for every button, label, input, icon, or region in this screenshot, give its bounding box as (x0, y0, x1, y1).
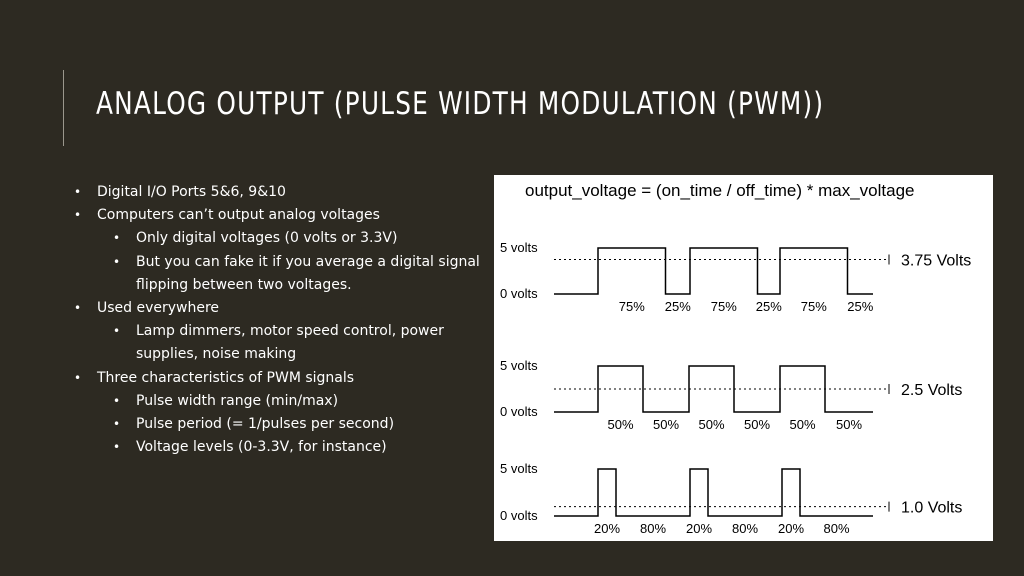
low-level-label: 0 volts (500, 508, 538, 523)
duty-percent-label: 25% (664, 299, 691, 314)
sub-bullet-item (74, 413, 484, 436)
duty-percent-label: 50% (652, 417, 680, 432)
average-voltage-label: 1.0 Volts (901, 499, 963, 517)
bullet-item (74, 204, 484, 227)
waveform-2 (500, 358, 962, 432)
sub-bullet-item (74, 251, 484, 297)
bullet-dot: • (113, 393, 121, 408)
duty-percent-label: 25% (755, 299, 782, 314)
high-level-label: 5 volts (500, 358, 538, 373)
sub-bullet-item (74, 227, 484, 250)
duty-percent-label: 50% (743, 417, 771, 432)
average-voltage-label: 2.5 Volts (901, 382, 963, 399)
high-level-label: 5 volts (500, 240, 538, 255)
pwm-signal-line (554, 248, 873, 294)
bullet-item (74, 297, 484, 320)
duty-percent-label: 25% (847, 299, 874, 314)
bullet-dot: • (113, 417, 121, 432)
sub-bullet-item (74, 320, 484, 366)
bullet-dot: • (74, 208, 82, 223)
duty-percent-label: 20% (777, 521, 805, 536)
duty-percent-label: 20% (685, 521, 713, 536)
bullet-text: Lamp dimmers, motor speed control, power supplies, noise making (136, 323, 444, 363)
bullet-text: But you can fake it if you average a digital signal flipping between two voltages. (136, 253, 480, 293)
duty-percent-label: 50% (789, 417, 816, 432)
bullet-text: Voltage levels (0-3.3V, for instance) (136, 439, 387, 456)
title-accent-line (63, 70, 64, 146)
bullet-dot: • (113, 324, 121, 339)
bullet-dot: • (74, 301, 82, 316)
bullet-list (74, 181, 484, 459)
duty-percent-label: 80% (823, 521, 850, 536)
low-level-label: 0 volts (500, 404, 538, 419)
bullet-text: Computers can’t output analog voltages (97, 207, 380, 224)
duty-percent-label: 50% (835, 417, 863, 432)
duty-percent-label: 75% (800, 299, 827, 314)
bullet-dot: • (113, 254, 121, 269)
formula-text: output_voltage = (on_time / off_time) * max_voltage (525, 181, 915, 200)
waveform-3 (500, 461, 962, 536)
low-level-label: 0 volts (500, 286, 538, 301)
high-level-label: 5 volts (500, 461, 538, 476)
bullet-dot: • (74, 370, 82, 385)
duty-percent-label: 20% (593, 521, 621, 536)
bullet-item (74, 181, 484, 204)
bullet-text: Only digital voltages (0 volts or 3.3V) (136, 230, 398, 247)
sub-bullet-item (74, 436, 484, 459)
bullet-text: Pulse width range (min/max) (136, 392, 339, 409)
slide-title: ANALOG OUTPUT (PULSE WIDTH MODULATION (PWM)) (96, 86, 825, 122)
duty-percent-label: 75% (618, 299, 645, 314)
duty-percent-label: 75% (710, 299, 737, 314)
duty-percent-label: 50% (607, 417, 634, 432)
bullet-dot: • (113, 231, 121, 246)
bullet-text: Digital I/O Ports 5&6, 9&10 (97, 184, 286, 200)
bullet-text: Three characteristics of PWM signals (97, 369, 355, 386)
average-voltage-label: 3.75 Volts (901, 252, 972, 270)
bullet-text: Used everywhere (97, 300, 220, 317)
duty-percent-label: 80% (731, 521, 759, 536)
pwm-diagram (494, 175, 993, 541)
duty-percent-label: 50% (698, 417, 725, 432)
pwm-figure (494, 175, 993, 541)
bullet-dot: • (74, 185, 82, 199)
pwm-signal-line (554, 469, 873, 516)
sub-bullet-item (74, 390, 484, 413)
bullet-text: Pulse period (= 1/pulses per second) (136, 416, 395, 433)
bullet-item (74, 367, 484, 390)
waveform-1 (500, 240, 971, 314)
bullet-dot: • (113, 440, 121, 455)
duty-percent-label: 80% (639, 521, 667, 536)
